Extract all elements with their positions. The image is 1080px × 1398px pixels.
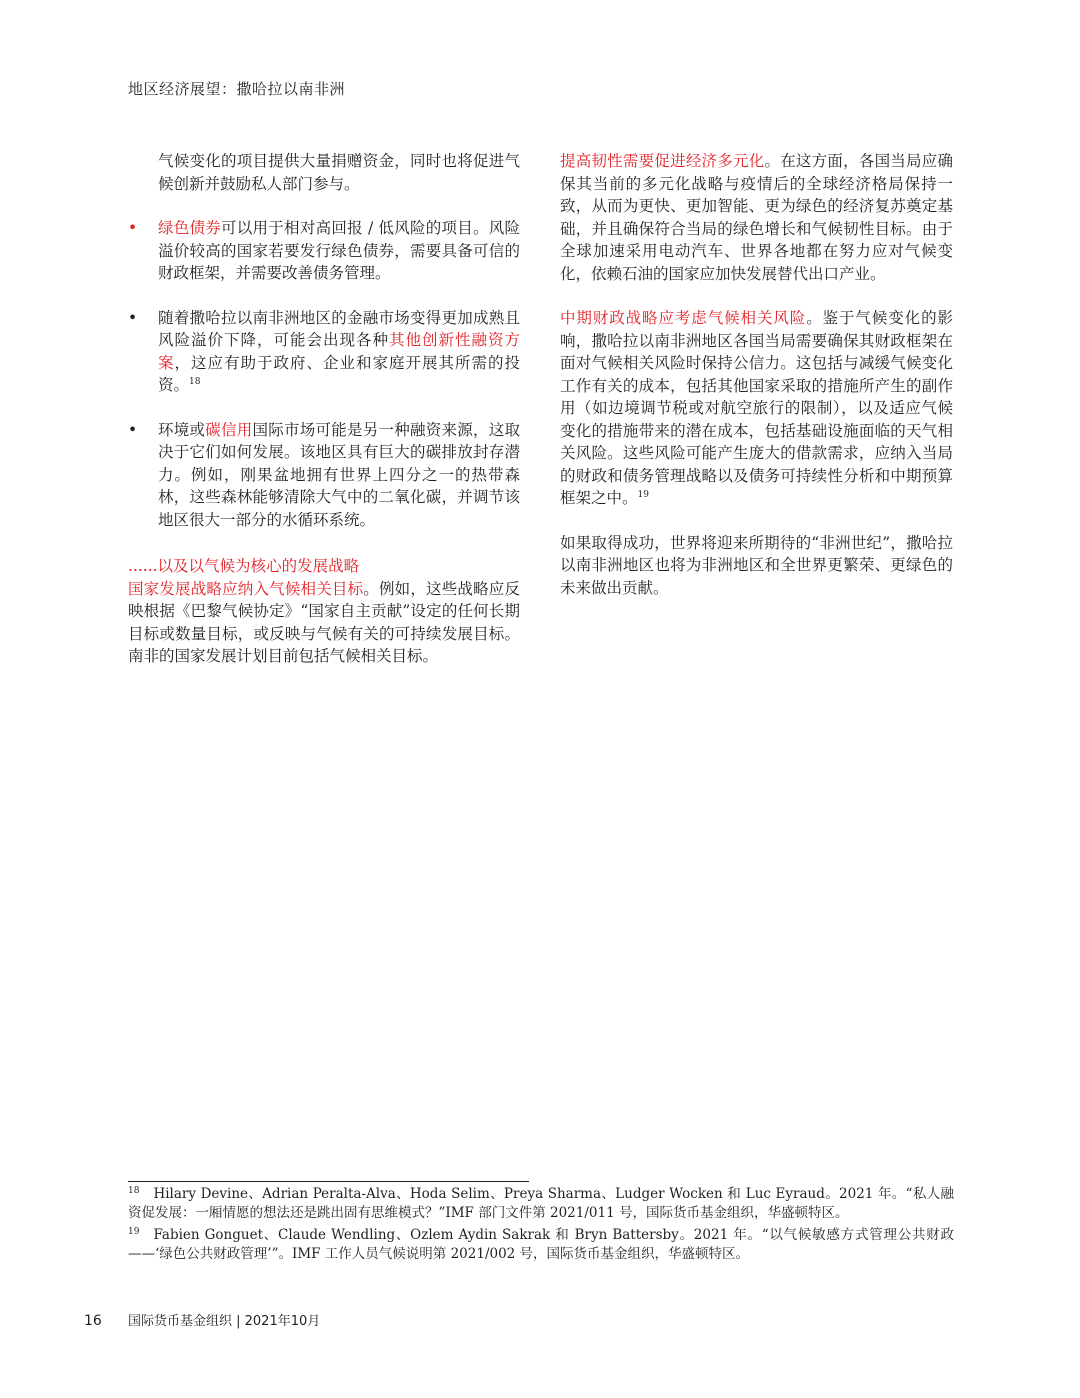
development-strategy-highlight: 国家发展战略应纳入气候相关目标 [128,579,364,598]
running-header: 地区经济展望：撒哈拉以南非洲 [128,80,346,98]
bullet-marker: • [128,420,138,439]
left-column [128,150,520,668]
carbon-credits-text-pre: 环境或 [158,420,206,439]
page-number: 16 [84,1313,102,1329]
green-bonds-text: 可以用于相对高回报 / 低风险的项目。风险溢价较高的国家若要发行绿色债券，需要具备可信的财政框架，并需要改善债务管理。 [158,219,520,282]
footnote-text: Hilary Devine、Adrian Peralta-Alva、Hoda Selim、Preya Sharma、Ludger Wocken 和 Luc Eyraud。2021 年。“私人融资促发展：一厢情愿的想法还是跳出固有思维模式？”IMF 部门文件第 2021/011 号，国际货币基金组织，华盛顿特区。 [128,1186,954,1221]
intro-paragraph: 气候变化的项目提供大量捐赠资金，同时也将促进气候创新并鼓励私人部门参与。 [158,152,520,193]
footnote-number: 18 [128,1185,140,1196]
footnote-ref-18[interactable]: 18 [189,376,201,387]
fiscal-strategy-text: 。鉴于气候变化的影响，撒哈拉以南非洲地区各国当局需要确保其财政框架在面对气候相关风险时保持公信力。这包括与减缓气候变化工作有关的成本，包括其他国家采取的措施所产生的副作用（如边境调节税或对航空旅行的限制），以及适应气候变化的措施带来的潜在成本，包括基础设施面临的天气相关风险。这些风险可能产生庞大的借款需求，应纳入当局的财政和债务管理战略以及债务可持续性分析和中期预算框架之中。 [560,309,953,507]
footnote-18 [128,1185,954,1222]
footnote-text: Fabien Gonguet、Claude Wendling、Ozlem Aydin Sakrak 和 Bryn Battersby。2021 年。“以气候敏感方式管理公共财政——‘绿色公共财政管理’”。IMF 工作人员气候说明第 2021/002 号，国际货币基金组织，华盛顿特区。 [128,1227,954,1262]
diversification-paragraph [560,150,953,285]
innovative-finance-text-pre: 随着撒哈拉以南非洲地区的金融市场变得更加成熟且风险溢价下降，可能会出现各种 [158,308,520,349]
fiscal-strategy-paragraph [560,307,953,510]
fiscal-strategy-highlight: 中期财政战略应考虑气候相关风险 [560,309,807,327]
bullet-marker: • [128,308,138,327]
footer-text: 国际货币基金组织 | 2021年10月 [128,1314,321,1329]
innovative-finance-text-post: ，这应有助于政府、企业和家庭开展其所需的投资。 [158,353,520,394]
innovative-finance-highlight: 其他创新性融资方案 [158,331,520,372]
footnote-ref-19[interactable]: 19 [637,489,649,500]
green-bonds-highlight: 绿色债券 [158,219,222,237]
diversification-text: 。在这方面，各国当局应确保其当前的多元化战略与疫情后的全球经济格局保持一致，从而为更快、更加智能、更为绿色的经济复苏奠定基础，并且确保符合当局的绿色增长和气候韧性目标。由于全球加速采用电动汽车、世界各地都在努力应对气候变化，依赖石油的国家应加快发展替代出口产业。 [560,152,953,283]
development-strategy-paragraph [128,578,520,668]
diversification-highlight: 提高韧性需要促进经济多元化 [560,152,765,170]
development-strategy-text: 。例如，这些战略应反映根据《巴黎气候协定》“国家自主贡献”设定的任何长期目标或数量目标，或反映与气候有关的可持续发展目标。南非的国家发展计划目前包括气候相关目标。 [128,579,520,665]
right-column [560,150,953,599]
carbon-credits-highlight: 碳信用 [205,420,253,439]
carbon-credits-text-post: 国际市场可能是另一种融资来源，这取决于它们如何发展。该地区具有巨大的碳排放封存潜力。例如，刚果盆地拥有世界上四分之一的热带森林，这些森林能够清除大气中的二氧化碳，并调节该地区很大一部分的水循环系统。 [158,420,520,529]
bullet-marker: • [128,219,138,237]
conclusion-paragraph: 如果取得成功，世界将迎来所期待的“非洲世纪”，撒哈拉以南非洲地区也将为非洲地区和全世界更繁荣、更绿色的未来做出贡献。 [560,533,953,597]
bullet-carbon-credits [128,419,520,532]
bullet-green-bonds [128,217,520,285]
footnote-divider [128,1181,529,1182]
footnote-number: 19 [128,1226,140,1237]
section-heading: ......以及以气候为核心的发展战略 [128,557,360,575]
footnotes [128,1185,954,1267]
page-footer [84,1310,320,1329]
bullet-innovative-finance [128,307,520,397]
footnote-19 [128,1226,954,1263]
